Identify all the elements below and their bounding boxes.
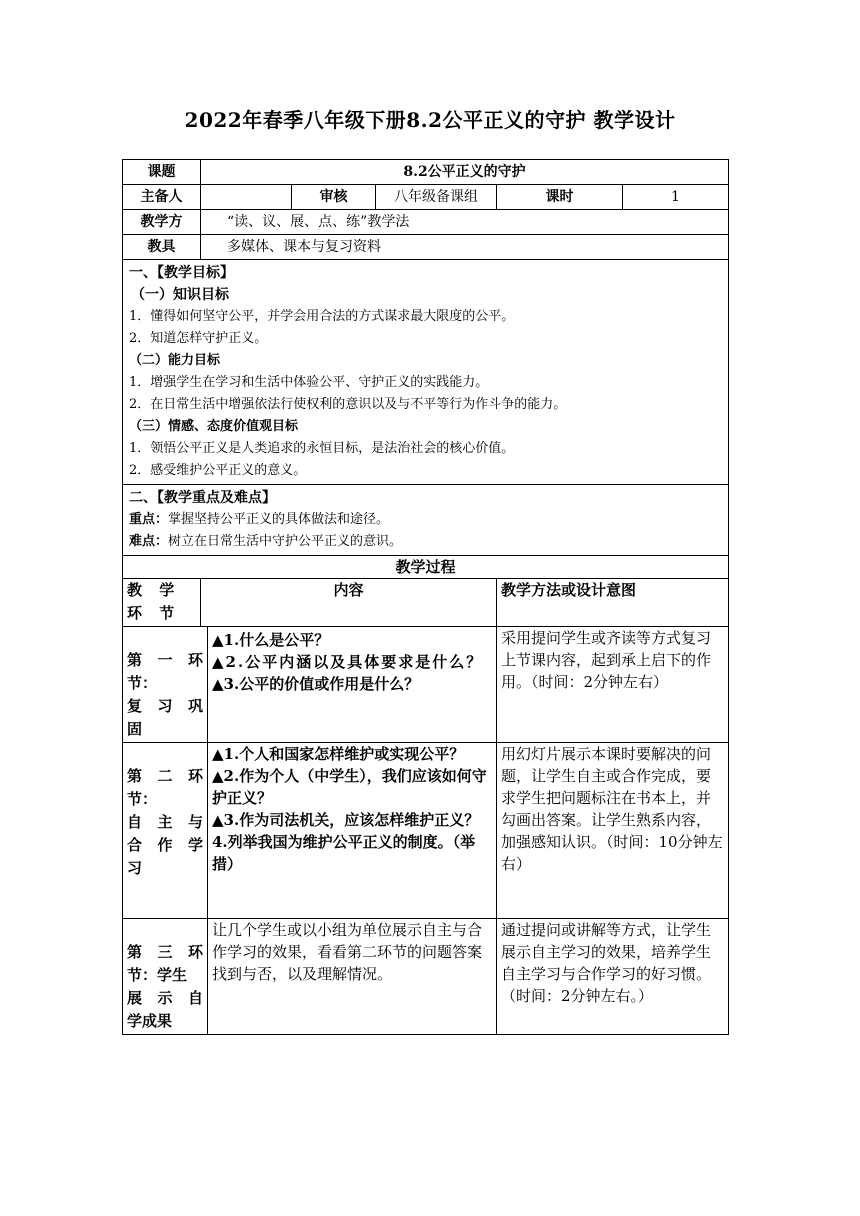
focus-text: 掌握坚持公平正义的具体做法和途径。 (168, 512, 390, 527)
process-heading: 教学过程 (123, 556, 729, 579)
col-stage-header: 教 学 环 节 (123, 579, 201, 627)
method-cell: 采用提问学生或齐读等方式复习上节课内容，起到承上启下的作用。（时间：2分钟左右） (497, 627, 729, 743)
process-row-1 (123, 627, 729, 743)
row-goals (123, 260, 729, 485)
row-topic (123, 160, 729, 185)
tools-label: 教具 (123, 235, 201, 260)
emotion-item: 2．感受维护公平正义的意义。 (129, 463, 307, 478)
goals-section (123, 260, 729, 485)
topic-value: 8.2公平正义的守护 (201, 160, 729, 185)
ability-title: （二）能力目标 (129, 353, 221, 368)
row-process-columns (123, 579, 729, 627)
row-method (123, 210, 729, 235)
knowledge-title: （一）知识目标 (131, 287, 229, 303)
ability-item: 2．在日常生活中增强依法行使权利的意识以及与不平等行为作斗争的能力。 (129, 397, 567, 412)
knowledge-item: 2．知道怎样守护正义。 (129, 331, 268, 346)
key-points-section (123, 485, 729, 556)
preparer-label: 主备人 (123, 185, 201, 210)
period-value: 1 (623, 185, 729, 210)
process-row-3 (123, 919, 729, 1035)
stage-cell: 第 二 环 节： 自 主 与 合 作 学 习 (123, 743, 208, 919)
emotion-item: 1．领悟公平正义是人类追求的永恒目标，是法治社会的核心价值。 (129, 441, 515, 456)
ability-item: 1．增强学生在学习和生活中体验公平、守护正义的实践能力。 (129, 375, 489, 390)
lesson-plan-table (122, 159, 729, 1035)
difficulty-text: 树立在日常生活中守护公平正义的意识。 (168, 534, 403, 549)
difficulty-label: 难点： (129, 534, 169, 549)
row-preparer (123, 185, 729, 210)
page-title: 2022年春季八年级下册8.2公平正义的守护 教学设计 (184, 108, 676, 132)
col-content-header: 内容 (201, 579, 497, 627)
stage-cell: 第 一 环 节： 复 习 巩 固 (123, 627, 208, 743)
method-label: 教学方 (123, 210, 201, 235)
goals-heading: 一、【教学目标】 (129, 265, 234, 281)
period-label: 课时 (497, 185, 623, 210)
preparer-value (201, 185, 292, 210)
process-row-2 (123, 743, 729, 919)
row-key-points (123, 485, 729, 556)
content-cell: 让几个学生或以小组为单位展示自主与合作学习的效果，看看第二环节的问题答案找到与否，以及理解情况。 (208, 919, 497, 1035)
knowledge-item: 1．懂得如何坚守公平，并学会用合法的方式谋求最大限度的公平。 (129, 309, 515, 324)
review-label: 审核 (292, 185, 376, 210)
method-value: “读、议、展、点、练”教学法 (201, 210, 729, 235)
method-cell: 用幻灯片展示本课时要解决的问题，让学生自主或合作完成，要求学生把问题标注在书本上，并勾画出答案。让学生熟系内容，加强感知认识。（时间：10分钟左右） (497, 743, 729, 919)
review-value: 八年级备课组 (376, 185, 497, 210)
content-cell: ▲1.个人和国家怎样维护或实现公平？ ▲2.作为个人（中学生），我们应该如何守护正义？ ▲3.作为司法机关，应该怎样维护正义？ 4.列举我国为维护公平正义的制度。（举措） (208, 743, 497, 919)
key-points-heading: 二、【教学重点及难点】 (129, 490, 276, 506)
row-process-heading (123, 556, 729, 579)
col-method-header: 教学方法或设计意图 (497, 579, 729, 627)
topic-label: 课题 (123, 160, 201, 185)
method-cell: 通过提问或讲解等方式，让学生展示自主学习的效果，培养学生自主学习与合作学习的好习惯。（时间：2分钟左右。） (497, 919, 729, 1035)
content-cell: ▲1.什么是公平？ ▲2.公平内涵以及具体要求是什么？ ▲3.公平的价值或作用是什么？ (208, 627, 497, 743)
emotion-title: （三）情感、态度价值观目标 (129, 419, 299, 434)
tools-value: 多媒体、课本与复习资料 (201, 235, 729, 260)
stage-cell: 第 三 环 节：学生 展 示 自 学成果 (123, 919, 208, 1035)
focus-label: 重点： (129, 512, 169, 527)
row-tools (123, 235, 729, 260)
